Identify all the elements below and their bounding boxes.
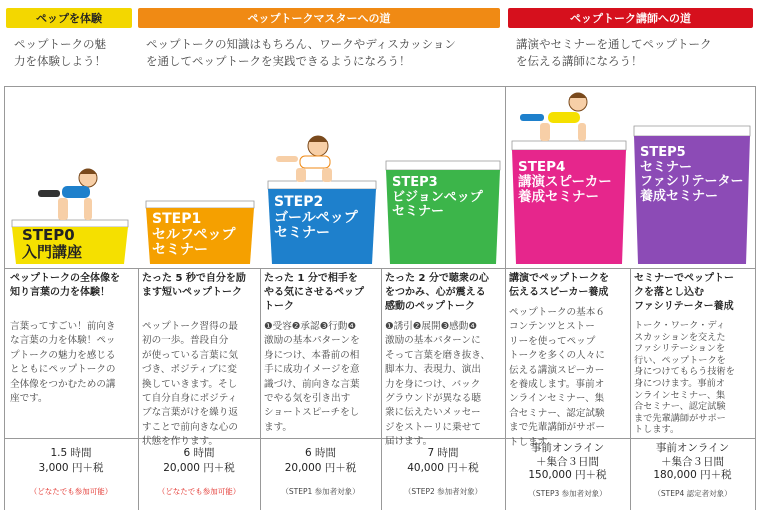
divider-mid: [4, 268, 756, 269]
step5-pricing: [630, 442, 755, 483]
step-title: セミナー: [392, 204, 445, 220]
intro-col3: [516, 36, 756, 70]
step-title: セミナー: [640, 159, 693, 175]
price: 180,000 円＋税: [653, 469, 732, 481]
duration-detail: ＋集合３日間: [661, 455, 724, 468]
step3-eligibility: （STEP2 参加者対象）: [403, 487, 483, 496]
intro-line: ペップトークの知識はもちろん、ワークやディスカッション: [146, 37, 456, 51]
intro-col2: [146, 36, 506, 70]
duration: 事前オンライン: [655, 442, 730, 454]
step3-description: ❶誘引❷展開❸感動❹ 激励の基本パターンに そって言葉を磨き抜き、 脚本力、表現力、演出 力を身につけ、バック グラウンドが異なる聴 衆に伝えたいメッセー ジをストーリに乗せて 届けます。: [385, 321, 491, 448]
step-name: STEP2: [274, 194, 324, 210]
price: 20,000 円＋税: [163, 462, 235, 474]
step3-label: [392, 176, 483, 220]
step-title: セミナー: [274, 225, 330, 242]
step-name: STEP1: [152, 211, 202, 227]
header-pep-instructor-path: ペップトーク講師への道: [508, 8, 753, 28]
kid-illustration-3: [520, 93, 587, 141]
step1-eligibility: （どなたでも参加可能）: [157, 487, 241, 496]
intro-line: を伝える講師になろう！: [516, 54, 643, 68]
duration-detail: ＋集合３日間: [536, 455, 599, 468]
duration: 6 時間: [304, 447, 337, 459]
step1-description: ペップトーク習得の最 初の一歩。普段自分 が使っている言葉に気 づき、ポジティブに変 換していきます。そし て自分自身にポジティ ブな言葉がけを繰り返 すことで前向きな心の 状態を作ります。: [142, 321, 238, 448]
step0-headline: ペップトークの全体像を 知り言葉の力を体験！: [10, 273, 120, 298]
step-title: セルフペップ: [152, 226, 236, 243]
step5-description: トーク・ワーク・ディ スカッションを交えた ファシリテーションを 行い、ペップトークを 身につけてもらう技術を 身につけます。事前オ ンラインセミナー、集 合セミナー、認定試験 まで先輩講師がサポー トします。: [634, 320, 735, 436]
step0-description: 言葉ってすごい！前向き な言葉の力を体験！ペッ プトークの魅力を感じる とともにペップトークの 全体像をつかむための講 座です。: [10, 321, 116, 405]
duration: 1.5 時間: [50, 447, 92, 459]
intro-line: 講演やセミナーを通してペップトーク: [516, 37, 712, 51]
step0-eligibility: （どなたでも参加可能）: [29, 487, 113, 496]
duration: 事前オンライン: [530, 442, 605, 454]
step2-label: [274, 195, 358, 242]
header-pep-master-path: ペップトークマスターへの道: [138, 8, 500, 28]
intro-line: 力を体験しよう！: [14, 54, 106, 68]
step-title: 養成セミナー: [518, 189, 599, 206]
price: 20,000 円＋税: [284, 462, 357, 474]
price: 150,000 円＋税: [528, 469, 607, 481]
step-title: ファシリテーター: [640, 174, 744, 190]
step4-headline: 講演でペップトークを 伝えるスピーカー養成: [509, 273, 609, 298]
step2-headline: たった 1 分で相手を やる気にさせるペップ トーク: [264, 273, 364, 312]
step-name: STEP4: [518, 159, 566, 175]
step2-eligibility: （STEP1 参加者対象）: [281, 487, 360, 496]
step-name: STEP5: [640, 145, 686, 160]
kid-illustration-1: [38, 169, 97, 220]
kid-illustration-2: [276, 136, 332, 182]
step2-pricing: [260, 446, 381, 476]
intro-line: を通してペップトークを実践できるようになろう！: [146, 54, 411, 68]
step1-headline: たった 5 秒で自分を励 ます短いペップトーク: [142, 273, 246, 298]
step1-label: [152, 212, 235, 259]
step2-description: ❶受容❷承認❸行動❹ 激励の基本パターンを 身につけ、本番前の相 手に成功イメージを意 識づけ、前向きな言葉 でやる気を引き出す ショートスピーチをし ます。: [264, 321, 360, 433]
step-title: ゴールペップ: [274, 209, 358, 226]
step-title: 養成セミナー: [640, 188, 719, 204]
step5-eligibility: （STEP4 認定者対象）: [653, 489, 732, 498]
step-name: STEP3: [392, 175, 438, 190]
step-title: セミナー: [152, 242, 208, 259]
intro-col1: [14, 36, 134, 70]
step4-pricing: [505, 442, 630, 483]
step4-label: [518, 160, 612, 205]
step5-label: [640, 146, 743, 204]
duration: 6 時間: [183, 447, 215, 459]
step-title: 講演スピーカー: [518, 174, 612, 191]
header-pep-experience: ペップを体験: [6, 8, 132, 28]
step4-description: ペップトークの基本６ コンテンツとストー リーを使ってペップ トークを多くの人々に 伝える講演スピーカー を養成します。事前オ ンラインセミナー、集 合セミナー、認定試験 まで先輩講師がサポー トします。: [509, 307, 605, 448]
price: 40,000 円＋税: [407, 462, 479, 474]
step5-headline: セミナーでペップトー クを落とし込む ファシリテーター養成: [634, 273, 734, 312]
step-name: STEP0: [22, 226, 75, 244]
step3-pricing: [381, 446, 505, 476]
step1-pricing: [138, 446, 260, 476]
step-title: 入門講座: [22, 242, 83, 261]
intro-line: ペップトークの魅: [14, 37, 106, 51]
step0-label: [22, 227, 82, 261]
price: 3,000 円＋税: [38, 462, 104, 474]
duration: 7 時間: [427, 447, 459, 459]
divider-bottom: [4, 438, 756, 439]
step0-pricing: [4, 446, 138, 476]
step4-eligibility: （STEP3 参加者対象）: [528, 489, 607, 498]
step-title: ビジョンペップ: [392, 189, 483, 205]
step3-headline: たった 2 分で聴衆の心 をつかみ、心が震える 感動のペップトーク: [385, 273, 489, 312]
